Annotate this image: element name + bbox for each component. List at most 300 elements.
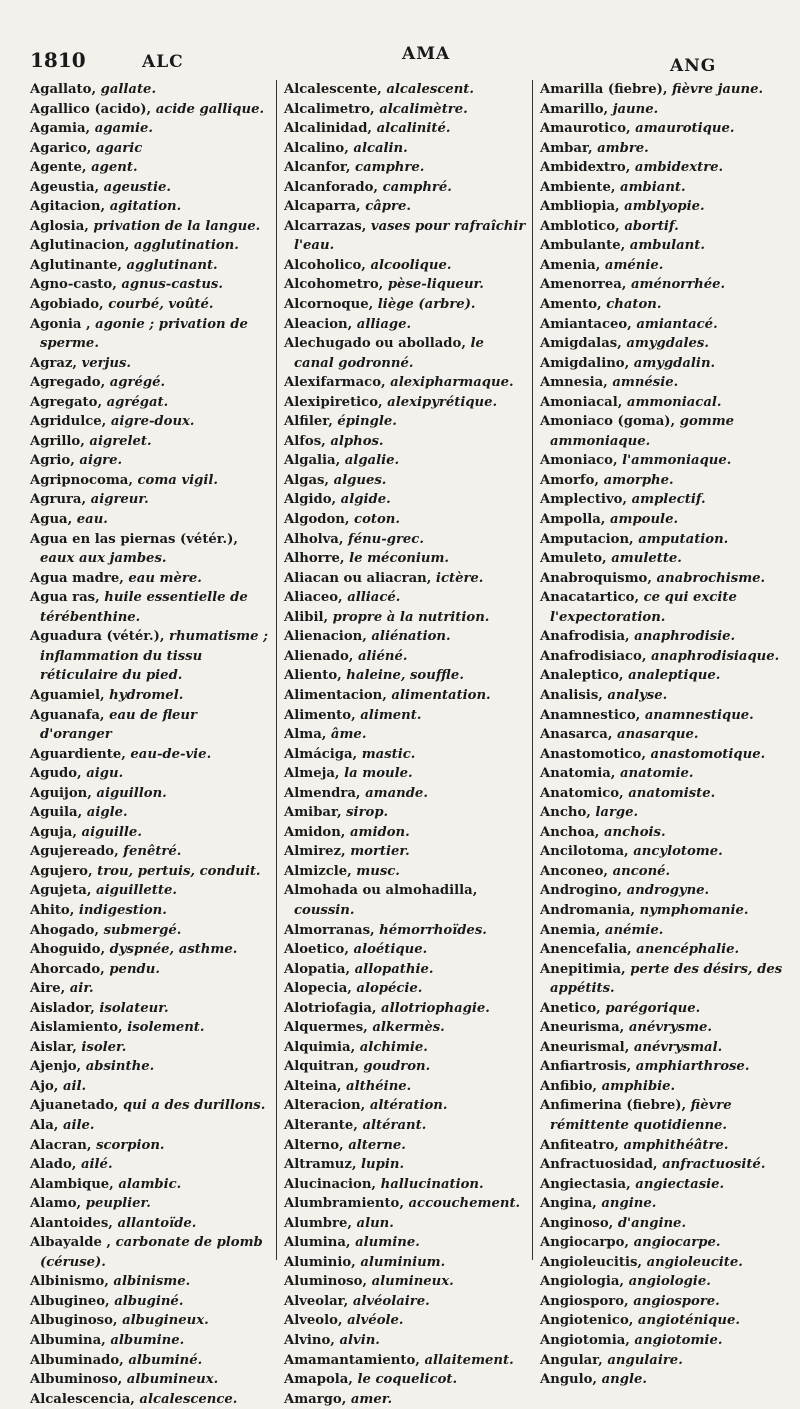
dictionary-entry (30, 1038, 270, 1058)
entry-translation: ictère. (431, 570, 484, 586)
entry-translation: allaitement. (419, 1352, 514, 1368)
entry-translation: angiologie. (624, 1274, 711, 1290)
entry-headword: Amoniaco (goma), (540, 414, 676, 430)
dictionary-entry (30, 197, 270, 217)
entry-headword: Anepitimia, (540, 961, 626, 977)
entry-headword: Ambiente, (540, 179, 616, 195)
entry-headword: Amargo, (284, 1391, 347, 1407)
dictionary-entry (284, 1311, 528, 1331)
column-middle (284, 80, 528, 1409)
entry-headword: Aglosia, (30, 218, 89, 234)
entry-translation: scorpion. (91, 1137, 165, 1153)
entry-headword: Albugineo, (30, 1293, 110, 1309)
entry-translation: angioténique. (633, 1313, 740, 1329)
entry-translation: angiocarpe. (628, 1235, 721, 1251)
entry-translation: agglutination. (129, 238, 239, 254)
entry-headword: Agujero, (30, 863, 93, 879)
entry-translation: alliage. (352, 316, 412, 332)
running-head-left: ALC (142, 52, 184, 72)
dictionary-entry (30, 764, 270, 784)
page-header (30, 44, 780, 74)
entry-translation: albuginé. (109, 1293, 184, 1309)
entry-translation: agonie ; privation de sperme. (40, 316, 248, 352)
dictionary-entry (284, 1214, 528, 1234)
entry-translation: hydromel. (104, 687, 184, 703)
entry-headword: Agua, (30, 512, 73, 528)
entry-translation: angiospore. (628, 1293, 720, 1309)
dictionary-entry (30, 217, 270, 237)
entry-headword: Amenia, (540, 257, 601, 273)
dictionary-entry (284, 1351, 528, 1371)
entry-translation: angiotomie. (629, 1333, 723, 1348)
dictionary-entry (284, 706, 528, 726)
entry-headword: Aliaceo, (284, 590, 343, 606)
entry-headword: Ageustia, (30, 179, 100, 195)
dictionary-entry (30, 256, 270, 276)
entry-translation: ambre. (592, 140, 649, 156)
entry-translation: ambidextre. (630, 160, 724, 176)
entry-translation: amande. (360, 785, 428, 801)
entry-translation: anasarque. (612, 727, 699, 743)
entry-headword: Alcalimetro, (284, 101, 375, 117)
entry-headword: Aneurismal, (540, 1039, 630, 1055)
entry-headword: Algido, (284, 492, 337, 508)
entry-translation: ancylotome. (628, 844, 723, 860)
entry-headword: Alienado, (284, 648, 354, 664)
dictionary-entry (284, 999, 528, 1019)
entry-translation: amer. (346, 1391, 393, 1407)
column-rule (532, 80, 533, 1260)
entry-translation: agglutinant. (121, 257, 218, 273)
entry-headword: Ahorcado, (30, 961, 105, 977)
entry-translation: alopécie. (351, 981, 423, 997)
entry-translation: alchimie. (355, 1039, 428, 1055)
entry-headword: Alfiler, (284, 414, 333, 430)
entry-translation: coton. (349, 512, 400, 528)
entry-translation: abortif. (619, 218, 679, 234)
entry-translation: alun. (351, 1215, 394, 1231)
dictionary-entry (284, 666, 528, 686)
entry-headword: Almáciga, (284, 746, 358, 762)
dictionary-entry (284, 881, 528, 920)
dictionary-entry (30, 1272, 270, 1292)
entry-translation: aigreur. (86, 492, 149, 508)
entry-translation: amphiarthrose. (631, 1059, 750, 1075)
dictionary-entry (284, 1233, 528, 1253)
dictionary-entry (284, 178, 528, 198)
dictionary-entry (284, 803, 528, 823)
entry-headword: Alma, (284, 727, 327, 743)
entry-headword: Alacran, (30, 1137, 92, 1153)
dictionary-entry (30, 393, 270, 413)
entry-headword: Angulo, (540, 1372, 598, 1388)
dictionary-entry (284, 725, 528, 745)
entry-translation: aigrelet. (84, 433, 152, 449)
entry-headword: Aguijon, (30, 785, 92, 801)
entry-translation: fenêtré. (118, 844, 182, 860)
entry-headword: Amuleto, (540, 551, 607, 567)
entry-headword: Alfos, (284, 433, 326, 449)
dictionary-entry (540, 1096, 790, 1135)
dictionary-entry (30, 1311, 270, 1331)
dictionary-entry (30, 373, 270, 393)
entry-headword: Aluminio, (284, 1254, 356, 1270)
entry-headword: Anfiteatro, (540, 1137, 619, 1153)
entry-translation: angine. (596, 1196, 657, 1212)
entry-translation: amblyopie. (619, 199, 705, 215)
entry-headword: Agujereado, (30, 844, 119, 860)
entry-translation: anconé. (608, 863, 671, 879)
dictionary-entry (284, 940, 528, 960)
entry-translation: alcalimètre. (374, 101, 468, 117)
dictionary-entry (284, 1038, 528, 1058)
entry-headword: Amorfo, (540, 472, 599, 488)
dictionary-entry (284, 1018, 528, 1038)
dictionary-entry (284, 432, 528, 452)
dictionary-entry (30, 1057, 270, 1077)
entry-translation: aiguillette. (91, 883, 177, 899)
dictionary-entry (540, 139, 790, 159)
entry-translation: aménorrhée. (626, 277, 726, 293)
entry-translation: aiguillon. (91, 785, 167, 801)
entry-translation: hémorrhoïdes. (374, 922, 487, 938)
dictionary-entry (540, 197, 790, 217)
entry-translation: ce qui excite l'expectoration. (550, 590, 737, 625)
entry-translation: aigu. (81, 766, 124, 782)
dictionary-entry (540, 1292, 790, 1312)
entry-headword: Amapola, (284, 1372, 353, 1388)
entry-translation: aliénation. (366, 629, 451, 645)
dictionary-entry (284, 921, 528, 941)
entry-headword: Alcalinidad, (284, 121, 373, 137)
dictionary-entry (30, 1136, 270, 1156)
entry-headword: Amibar, (284, 805, 342, 821)
entry-headword: Alado, (30, 1157, 77, 1173)
entry-translation: allopathie. (350, 961, 434, 977)
entry-headword: Amiantaceo, (540, 316, 632, 332)
dictionary-entry (284, 1292, 528, 1312)
dictionary-entry (284, 1253, 528, 1273)
dictionary-entry (284, 1370, 528, 1390)
entry-translation: agrégé. (105, 375, 166, 391)
dictionary-entry (540, 921, 790, 941)
entry-translation: gomme ammoniaque. (550, 414, 735, 449)
entry-translation: aloétique. (348, 942, 428, 958)
dictionary-entry (540, 1214, 790, 1234)
entry-translation: d'angine. (613, 1215, 687, 1231)
entry-headword: Alexifarmaco, (284, 375, 386, 391)
entry-translation: eau-de-vie. (125, 746, 212, 762)
dictionary-entry (284, 979, 528, 999)
dictionary-entry (30, 451, 270, 471)
dictionary-entry (284, 1136, 528, 1156)
entry-headword: Almorranas, (284, 922, 375, 938)
entry-translation: anaphrodisie. (629, 629, 736, 645)
dictionary-entry (284, 373, 528, 393)
dictionary-entry (284, 490, 528, 510)
column-left (30, 80, 270, 1409)
dictionary-entry (30, 275, 270, 295)
entry-headword: Alexipiretico, (284, 394, 383, 410)
dictionary-entry (540, 1272, 790, 1292)
dictionary-entry (540, 217, 790, 237)
entry-headword: Aguamiel, (30, 687, 105, 703)
entry-headword: Alvino, (284, 1333, 335, 1348)
entry-translation: large. (590, 805, 639, 821)
entry-translation: carbonate de plomb (céruse). (40, 1235, 263, 1270)
dictionary-entry (284, 197, 528, 217)
dictionary-entry (30, 1370, 270, 1390)
entry-translation: alambic. (113, 1176, 182, 1192)
entry-translation: altérant. (357, 1117, 427, 1133)
entry-headword: Almirez, (284, 844, 346, 860)
entry-headword: Algas, (284, 472, 330, 488)
dictionary-entry (540, 354, 790, 374)
entry-headword: Alveolar, (284, 1293, 349, 1309)
entry-translation: alvéolaire. (348, 1293, 430, 1309)
entry-headword: Aislador, (30, 1000, 95, 1016)
entry-translation: albugineux. (117, 1313, 209, 1329)
entry-translation: mastic. (357, 746, 416, 762)
dictionary-entry (30, 471, 270, 491)
entry-translation: gallate. (96, 82, 157, 97)
entry-headword: Agripnocoma, (30, 472, 133, 488)
dictionary-entry (284, 588, 528, 608)
entry-translation: haleine, souffle. (341, 668, 464, 684)
entry-headword: Ambar, (540, 140, 593, 156)
entry-headword: Angiectasia, (540, 1176, 631, 1192)
entry-headword: Albuginoso, (30, 1313, 118, 1329)
dictionary-entry (540, 393, 790, 413)
entry-headword: Alopatia, (284, 961, 351, 977)
entry-translation: angle. (597, 1372, 647, 1388)
entry-headword: Angiosporo, (540, 1293, 629, 1309)
entry-translation: algide. (336, 492, 391, 508)
dictionary-entry (284, 784, 528, 804)
dictionary-entry (540, 1351, 790, 1371)
entry-headword: Anfiartrosis, (540, 1059, 632, 1075)
entry-headword: Aguadura (vétér.), (30, 629, 165, 645)
entry-translation: dyspnée, asthme. (105, 942, 238, 958)
entry-translation: anchois. (599, 824, 666, 840)
entry-translation: anévrysmal. (629, 1039, 723, 1055)
dictionary-entry (30, 490, 270, 510)
dictionary-entry (30, 1175, 270, 1195)
entry-translation: fièvre jaune. (667, 82, 764, 97)
entry-translation: hallucination. (376, 1176, 484, 1192)
entry-translation: anfractuosité. (657, 1157, 766, 1173)
entry-headword: Almeja, (284, 766, 340, 782)
entry-translation: air. (65, 981, 94, 997)
entry-headword: Albayalde , (30, 1235, 112, 1251)
entry-headword: Albuminado, (30, 1352, 124, 1368)
dictionary-entry (284, 1175, 528, 1195)
entry-headword: Aliento, (284, 668, 342, 684)
entry-translation: acide gallique. (151, 101, 265, 117)
entry-headword: Alcohometro, (284, 277, 384, 293)
entry-headword: Ancilotoma, (540, 844, 629, 860)
entry-headword: Agallato, (30, 82, 97, 97)
entry-translation: eau. (72, 512, 108, 528)
entry-headword: Alambique, (30, 1176, 114, 1192)
entry-translation: vases pour rafraîchir l'eau. (294, 218, 526, 254)
entry-translation: la moule. (339, 766, 413, 782)
dictionary-entry (30, 823, 270, 843)
dictionary-entry (30, 119, 270, 139)
entry-translation: peuplier. (81, 1196, 151, 1212)
entry-headword: Anafrodisia, (540, 629, 630, 645)
dictionary-entry (540, 881, 790, 901)
dictionary-entry (540, 1331, 790, 1351)
entry-translation: anencéphalie. (631, 942, 740, 958)
entry-headword: Amento, (540, 297, 602, 313)
entry-headword: Amputacion, (540, 531, 634, 547)
entry-headword: Anacatartico, (540, 590, 640, 606)
entry-translation: le coquelicot. (352, 1372, 458, 1388)
entry-translation: liège (arbre). (373, 297, 476, 313)
entry-headword: Anabroquismo, (540, 570, 652, 586)
entry-headword: Anencefalia, (540, 942, 632, 958)
dictionary-entry (284, 119, 528, 139)
dictionary-entry (540, 1311, 790, 1331)
entry-headword: Agua ras, (30, 590, 100, 606)
dictionary-entry (540, 158, 790, 178)
entry-translation: coussin. (294, 902, 355, 918)
entry-headword: Ancho, (540, 805, 591, 821)
dictionary-entry (540, 960, 790, 999)
entry-translation: anatomie. (615, 766, 694, 782)
entry-translation: privation de la langue. (88, 218, 261, 234)
dictionary-entry (30, 1116, 270, 1136)
dictionary-entry (30, 510, 270, 530)
entry-translation: alexipyrétique. (382, 394, 498, 410)
entry-headword: Alteracion, (284, 1098, 366, 1114)
dictionary-entry (540, 686, 790, 706)
dictionary-entry (540, 666, 790, 686)
entry-headword: Amigdalas, (540, 336, 622, 352)
entry-headword: Alcalescente, (284, 82, 382, 97)
dictionary-entry (540, 784, 790, 804)
dictionary-entry (284, 275, 528, 295)
entry-translation: le méconium. (344, 551, 449, 567)
entry-headword: Aguja, (30, 824, 77, 840)
entry-translation: anaphrodisiaque. (646, 648, 780, 664)
dictionary-entry (284, 158, 528, 178)
entry-translation: sirop. (341, 805, 389, 821)
entry-translation: anamnestique. (640, 707, 754, 723)
entry-headword: Alumina, (284, 1235, 351, 1251)
entry-translation: goudron. (358, 1059, 431, 1075)
dictionary-entry (540, 627, 790, 647)
entry-headword: Agregado, (30, 375, 106, 391)
dictionary-entry (540, 256, 790, 276)
entry-translation: amphithéâtre. (618, 1137, 729, 1153)
entry-headword: Alquermes, (284, 1020, 368, 1036)
entry-translation: agitation. (105, 199, 182, 215)
dictionary-entry (30, 178, 270, 198)
dictionary-entry (30, 1390, 270, 1409)
entry-headword: Agujeta, (30, 883, 92, 899)
entry-translation: âme. (326, 727, 367, 743)
entry-translation: ageustie. (99, 179, 171, 195)
entry-headword: Alcoholico, (284, 257, 366, 273)
dictionary-entry (30, 1214, 270, 1234)
entry-translation: amplectif. (627, 492, 706, 508)
dictionary-entry (540, 1018, 790, 1038)
dictionary-entry (540, 119, 790, 139)
entry-translation: alcalinité. (372, 121, 451, 137)
entry-translation: camphre. (350, 160, 425, 176)
entry-translation: amphibie. (597, 1078, 676, 1094)
entry-headword: Alantoides, (30, 1215, 113, 1231)
dictionary-entry (284, 1390, 528, 1409)
dictionary-entry (540, 999, 790, 1019)
entry-translation: chaton. (601, 297, 662, 313)
dictionary-entry (540, 412, 790, 451)
entry-headword: Almizcle, (284, 863, 352, 879)
entry-translation: aluminium. (355, 1254, 446, 1270)
entry-translation: trou, pertuis, conduit. (92, 863, 261, 879)
dictionary-entry (284, 471, 528, 491)
dictionary-entry (540, 471, 790, 491)
entry-headword: Alcornoque, (284, 297, 374, 313)
entry-headword: Alechugado ou abollado, (284, 336, 466, 352)
entry-translation: amygdalin. (629, 355, 716, 371)
entry-headword: Angiocarpo, (540, 1235, 629, 1251)
dictionary-entry (284, 569, 528, 589)
dictionary-entry (540, 1253, 790, 1273)
entry-translation: eau de fleur d'oranger (40, 707, 197, 743)
entry-translation: aigle. (82, 805, 128, 821)
entry-translation: alcalescent. (381, 82, 474, 97)
entry-headword: Alibil, (284, 609, 329, 625)
entry-headword: Alholva, (284, 531, 344, 547)
dictionary-entry (30, 745, 270, 765)
dictionary-entry (30, 158, 270, 178)
entry-headword: Ajo, (30, 1078, 59, 1094)
dictionary-entry (284, 647, 528, 667)
dictionary-entry (30, 706, 270, 745)
entry-headword: Ajuanetado, (30, 1098, 119, 1114)
dictionary-entry (30, 1233, 270, 1272)
entry-headword: Aglutinacion, (30, 238, 130, 254)
entry-translation: allotriophagie. (376, 1000, 490, 1016)
dictionary-entry (540, 569, 790, 589)
dictionary-entry (30, 100, 270, 120)
entry-headword: Alveolo, (284, 1313, 343, 1329)
entry-headword: Alienacion, (284, 629, 367, 645)
entry-translation: aliment. (355, 707, 422, 723)
entry-headword: Agrio, (30, 453, 75, 469)
dictionary-entry (30, 901, 270, 921)
entry-headword: Aglutinante, (30, 257, 122, 273)
dictionary-entry (30, 1292, 270, 1312)
dictionary-entry (540, 842, 790, 862)
entry-translation: agamie. (90, 121, 153, 137)
running-head-center: AMA (402, 44, 451, 64)
entry-headword: Ahito, (30, 902, 75, 918)
entry-translation: camphré. (377, 179, 452, 195)
entry-headword: Anasarca, (540, 727, 613, 743)
entry-translation: eaux aux jambes. (40, 551, 167, 567)
dictionary-entry (284, 451, 528, 471)
entry-translation: alcalescence. (134, 1391, 238, 1407)
entry-headword: Agno-casto, (30, 277, 117, 293)
entry-headword: Amoniacal, (540, 394, 623, 410)
entry-headword: Angular, (540, 1352, 603, 1368)
entry-headword: Amaurotico, (540, 121, 631, 137)
dictionary-entry (30, 1018, 270, 1038)
